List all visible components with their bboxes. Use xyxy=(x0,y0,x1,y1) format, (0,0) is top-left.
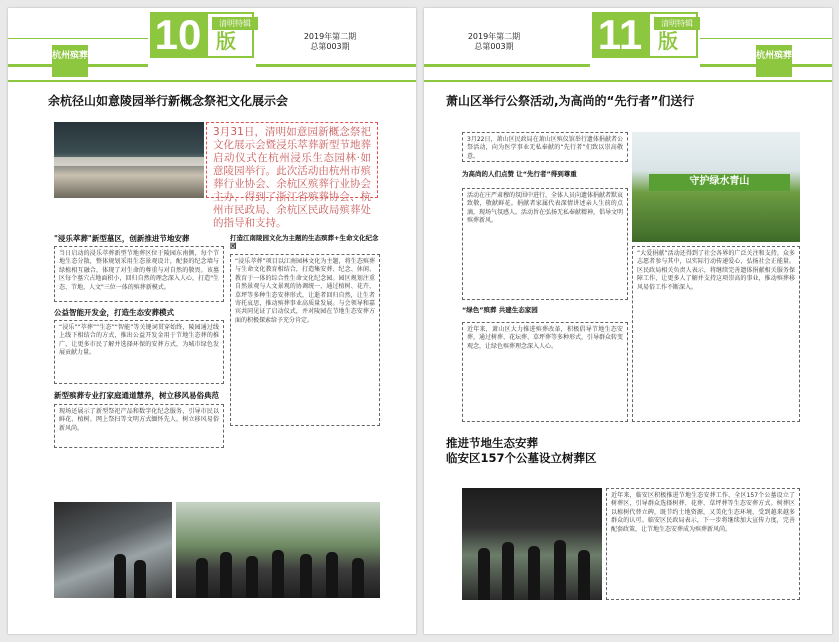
section-rule xyxy=(8,80,416,82)
tree-burial-photo xyxy=(462,488,602,600)
header-rule xyxy=(8,38,148,39)
body-text-3: 现场还展示了新型祭祀产品和数字化纪念服务，引导市民以鲜花、植树、网上祭扫等文明方式缅怀先人，树立移风易俗新风尚。 xyxy=(54,404,224,448)
body-text-3: 近年来，临安区积极推进节地生态安葬工作，全区157个公墓设立了树葬区，引导群众选择树葬、花葬、草坪葬等生态安葬方式。树葬区以植树代替立碑，既节约土地资源，又美化生态环境，受到越来越多群众的认可。临安区民政局表示，下一步将继续加大宣传力度，完善配套政策，让节地生态安葬成为殡葬新风尚。 xyxy=(606,488,800,600)
lead-paragraph: 3月22日，萧山区民政局在萧山区殡仪馆举行遗体捐献者公祭活动，向为医学事业无私奉献的“先行者”们致以崇高敬意。 xyxy=(462,132,628,162)
edition-label xyxy=(206,12,254,58)
figure xyxy=(300,554,312,598)
edition-word: 版 xyxy=(216,29,236,53)
issue-year: 2019年第二期 xyxy=(303,32,357,41)
edition-sub: 清明特辑 xyxy=(212,17,258,30)
header-rule xyxy=(424,64,590,67)
subhead-1: "浸乐萃葬"新型墓区，创新推进节地安葬 xyxy=(54,234,190,243)
figure xyxy=(352,558,364,598)
figure xyxy=(272,550,284,598)
figure xyxy=(578,550,590,600)
second-headline-line2: 临安区157个公墓设立树葬区 xyxy=(446,451,597,465)
page-left xyxy=(8,8,416,634)
second-headline xyxy=(446,436,646,466)
figure xyxy=(246,556,258,598)
page-number: 10 xyxy=(150,12,206,58)
edition-label xyxy=(648,12,698,58)
subhead-2: “绿色”殡葬 共建生态家园 xyxy=(462,306,538,314)
subhead-2: 公益智能开发金，打造生态安葬模式 xyxy=(54,308,174,317)
subhead-4: 打造江南陵园文化为主题的生态殡葬+生命文化纪念园 xyxy=(230,234,379,250)
figure xyxy=(196,558,208,598)
body-text-2: 近年来，萧山区大力推进殡葬改革，积极倡导节地生态安葬，通过树葬、花坛葬、草坪葬等多种形式，引导群众转变观念，让绿色殡葬理念深入人心。 xyxy=(462,322,628,422)
issue-info xyxy=(454,32,534,52)
body-text-1: 当日启动的浸乐萃葬新型节地葬区位于陵园东南侧，每个节地生态分散，整体规划采用生态景观设计，配套的纪念墙与绿植相互融合，体现了对生命的尊重与对自然的敬畏。该墓区每个墓穴占地面积小，回归自然的理念深入人心，打造"生态、节地、人文"三位一体的殡葬新模式。 xyxy=(54,246,224,302)
lead-paragraph: 3月31日，清明如意园新概念祭祀文化展示会暨浸乐萃葬新型节地葬启动仪式在杭州浸乐生态园林·如意陵园举行。此次活动由杭州市殡葬行业协会、余杭区殡葬行业协会主办，得到了浙江省殡葬协会、杭州市民政局、余杭区民政局殡葬处的指导和支持。 xyxy=(206,122,378,198)
issue-info xyxy=(290,32,370,52)
section-tag: 杭州殡葬 xyxy=(756,45,792,77)
figure xyxy=(220,552,232,598)
section-rule xyxy=(424,80,832,82)
mourners-photo xyxy=(176,502,380,598)
body-text-2: “浸乐”“萃葬”“生态”“智能”等关键词贯穿始终，陵园通过线上线下相结合的方式，推出公益开发金用于节地生态葬的推广，让更多市民了解并选择环保的安葬方式，为城市绿色发展贡献力量。 xyxy=(54,320,224,384)
header-rule xyxy=(256,64,416,67)
page-right xyxy=(424,8,832,634)
figure xyxy=(134,560,146,598)
figure xyxy=(478,548,490,600)
main-headline: 萧山区举行公祭活动,为高尚的“先行者”们送行 xyxy=(446,94,695,108)
header-rule xyxy=(700,38,832,39)
stage-strip xyxy=(54,157,204,166)
body-text-1: 活动在庄严肃穆的氛围中进行，全体人员向遗体捐献者默哀致敬，敬献鲜花。捐献者家属代表深情讲述亲人生前的点滴，现场气氛感人。活动旨在弘扬无私奉献精神，倡导文明殡葬新风。 xyxy=(462,188,628,300)
section-tag: 杭州殡葬 xyxy=(52,45,88,77)
ceremony-photo xyxy=(54,122,204,198)
subhead-1: 为高尚的人们点赞 让“先行者”得到尊重 xyxy=(462,170,577,178)
body-text-4: “浸乐萃葬”项目以江南园林文化为主题，将生态殡葬与生命文化教育相结合，打造集安葬、纪念、休闲、教育于一体的综合性生命文化纪念园。园区规划注重自然景观与人文景观的协调统一，通过植树、花卉、草坪等多种生态安葬形式，让逝者回归自然，让生者寄托哀思，推动殡葬事业高质量发展。与会领导和嘉宾共同见证了启动仪式，并对陵园在节地生态安葬方面的积极探索给予充分肯定。 xyxy=(230,254,380,426)
side-text: “大爱捐献”活动还得到了社会各界的广泛关注和支持，众多志愿者参与其中，以实际行动传递爱心，弘扬社会正能量。区民政局相关负责人表示，将继续完善遗体捐献相关服务保障工作，让更多人了解并支持这项崇高的事业，推动殡葬移风易俗工作不断深入。 xyxy=(632,246,800,422)
issue-total: 总第003期 xyxy=(474,42,514,51)
figure xyxy=(554,540,566,600)
event-banner: 守护绿水青山 xyxy=(649,174,790,192)
second-headline-line1: 推进节地生态安葬 xyxy=(446,436,538,450)
hall-photo xyxy=(54,502,172,598)
subhead-3: 新型殡葬专业打家庭通道慧养，树立移风易俗典范 xyxy=(54,391,219,400)
figure xyxy=(528,546,540,600)
figure xyxy=(502,542,514,600)
issue-total: 总第003期 xyxy=(310,42,350,51)
figure xyxy=(114,554,126,598)
figure xyxy=(326,552,338,598)
issue-year: 2019年第二期 xyxy=(467,32,521,41)
main-headline: 余杭径山如意陵园举行新概念祭祀文化展示会 xyxy=(48,94,289,108)
edition-sub: 清明特辑 xyxy=(654,17,700,30)
green-event-photo xyxy=(632,132,800,242)
page-number: 11 xyxy=(592,12,648,58)
edition-word: 版 xyxy=(658,29,678,53)
